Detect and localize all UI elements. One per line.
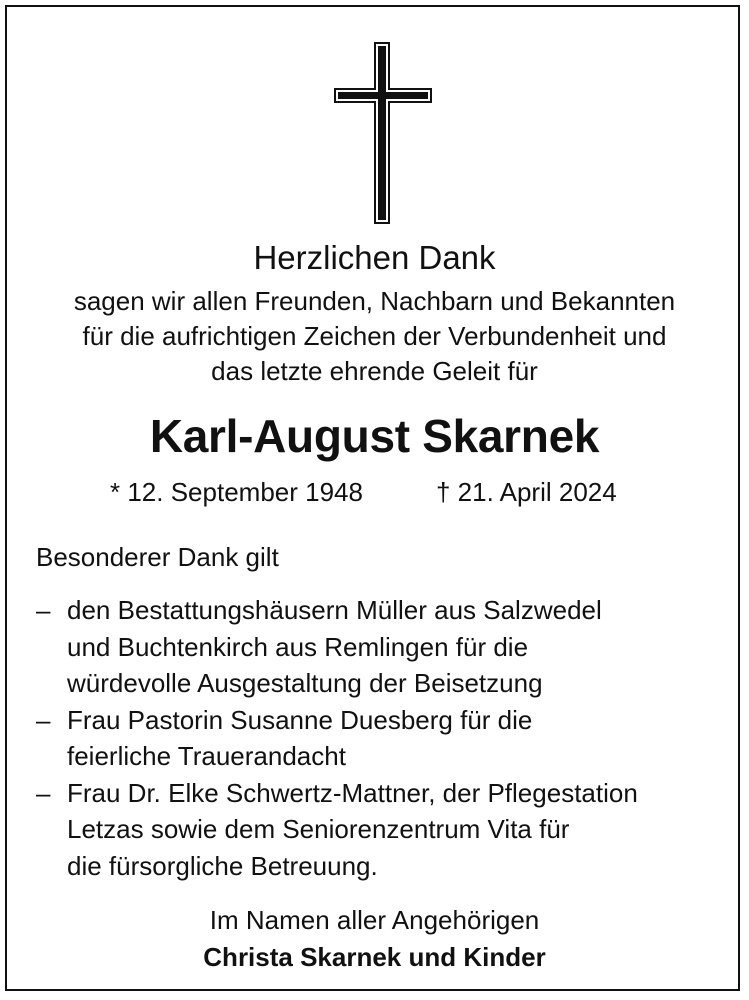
intro-line: sagen wir allen Freunden, Nachbarn und Bekannten (73, 286, 676, 316)
death-date: † 21. April 2024 (436, 477, 617, 507)
dash-bullet: – (36, 777, 51, 808)
list-item (36, 702, 726, 775)
deceased-name: Karl-August Skarnek (149, 410, 600, 462)
thanks-list (36, 592, 726, 884)
dash-bullet: – (36, 595, 51, 625)
list-item-line: und Buchtenkirch aus Remlingen für die (67, 631, 529, 662)
list-item (36, 592, 726, 702)
intro-line: für die aufrichtigen Zeichen der Verbundenheit und (82, 321, 667, 351)
list-item-line: die fürsorgliche Betreuung. (67, 850, 378, 881)
intro-text (0, 284, 749, 389)
thanks-heading: Besonderer Dank gilt (36, 542, 279, 572)
birth-date: * 12. September 1948 (110, 477, 363, 507)
list-item-line: feierliche Trauerandacht (67, 741, 346, 771)
signature: Christa Skarnek und Kinder (203, 942, 546, 972)
notice-title: Herzlichen Dank (253, 239, 496, 276)
list-item (36, 775, 726, 885)
intro-line: das letzte ehrende Geleit für (211, 356, 538, 386)
list-item-line: den Bestattungshäusern Müller aus Salzwedel (67, 595, 602, 625)
closing-line: Im Namen aller Angehörigen (209, 905, 540, 935)
cross-icon (333, 42, 433, 224)
life-dates (0, 472, 749, 512)
list-item-line: Letzas sowie dem Seniorenzentrum Vita für (67, 814, 570, 844)
list-item-line: Frau Dr. Elke Schwertz-Mattner, der Pflegestation (67, 777, 638, 808)
list-item-line: würdevolle Ausgestaltung der Beisetzung (67, 668, 543, 698)
dash-bullet: – (36, 704, 51, 735)
list-item-line: Frau Pastorin Susanne Duesberg für die (67, 704, 533, 735)
